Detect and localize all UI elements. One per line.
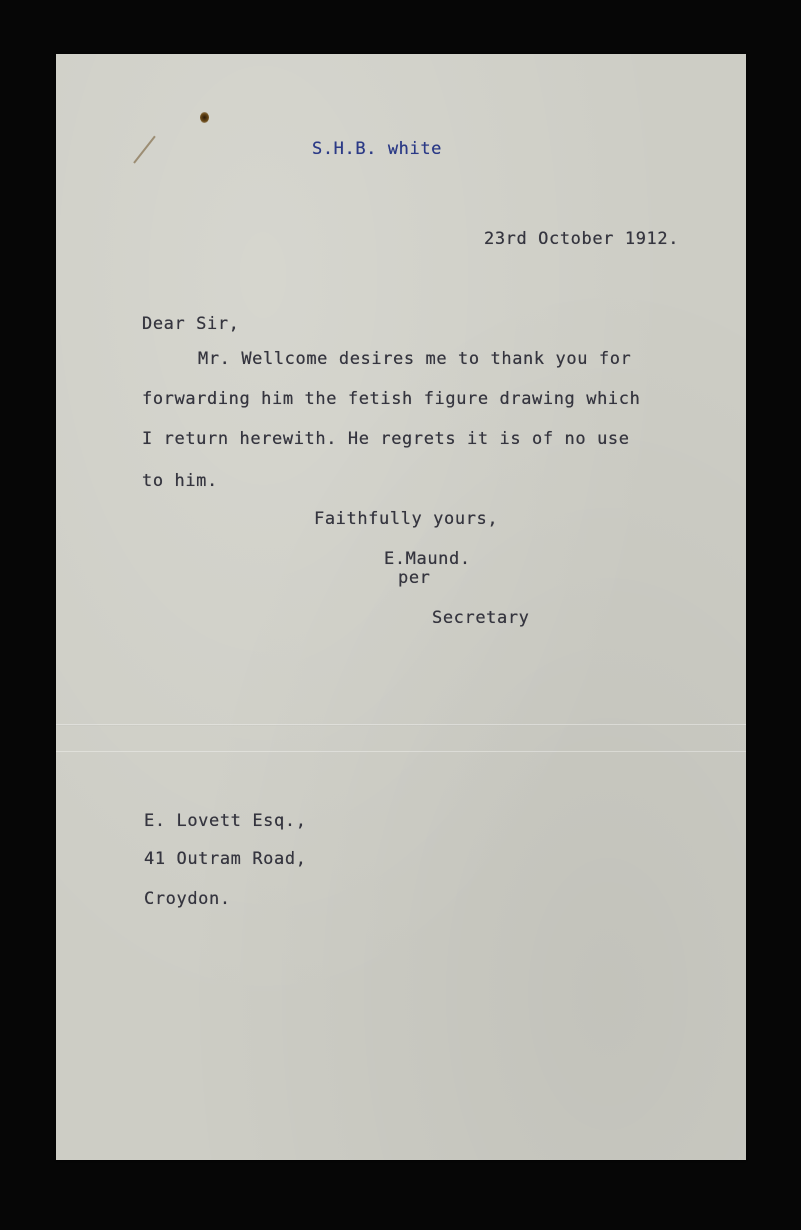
body-line-2: forwarding him the fetish figure drawing which xyxy=(142,389,641,409)
salutation: Dear Sir, xyxy=(142,314,240,334)
addressee-line-2: 41 Outram Road, xyxy=(144,849,307,869)
ink-stain xyxy=(200,112,209,123)
per-label: per xyxy=(398,568,431,588)
addressee-line-1: E. Lovett Esq., xyxy=(144,811,307,831)
letter-sheet xyxy=(56,54,746,1160)
secretary-title: Secretary xyxy=(432,608,530,628)
closing: Faithfully yours, xyxy=(314,509,499,529)
letter-date: 23rd October 1912. xyxy=(484,229,680,249)
body-line-1: Mr. Wellcome desires me to thank you for xyxy=(198,349,632,369)
reference-line: S.H.B. white xyxy=(312,139,443,159)
fold-crease-lower xyxy=(56,751,746,752)
signatory: E.Maund. xyxy=(384,549,471,569)
body-line-3: I return herewith. He regrets it is of no use xyxy=(142,429,630,449)
addressee-line-3: Croydon. xyxy=(144,889,231,909)
body-line-4: to him. xyxy=(142,471,218,491)
paper-mark xyxy=(133,136,156,164)
fold-crease xyxy=(56,724,746,726)
